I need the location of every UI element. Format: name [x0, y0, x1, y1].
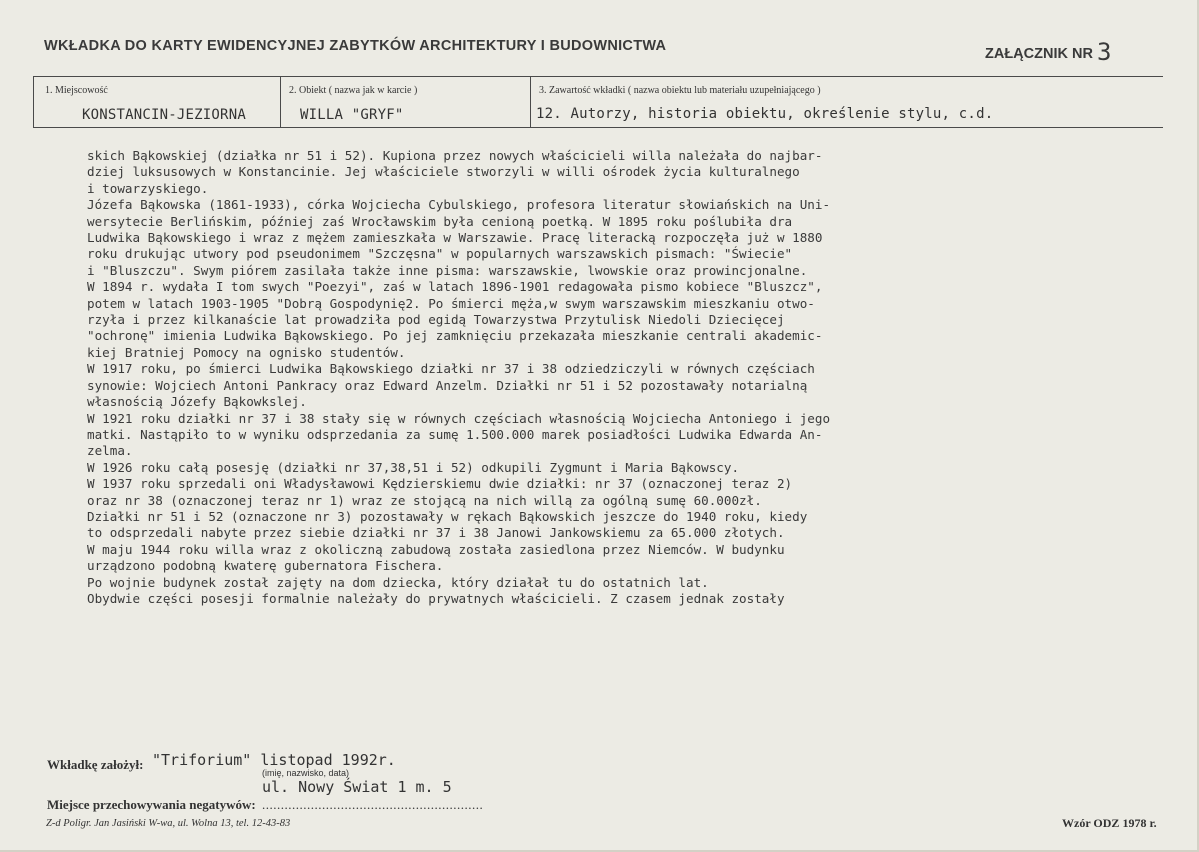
text-line: Ludwika Bąkowskiego i wraz z mężem zamieszkała w Warszawie. Pracę literacką rozpoczęła już w 1880: [87, 230, 823, 246]
text-line: Obydwie części posesji formalnie należały do prywatnych właścicieli. Z czasem jednak zostały: [87, 590, 785, 606]
annex-number: 3: [1096, 38, 1112, 66]
table-bottom-border: [33, 127, 1163, 128]
text-line: zelma.: [87, 443, 133, 459]
text-line: W 1937 roku sprzedali oni Władysławowi Kędzierskiemu dwie działki: nr 37 (oznaczonej teraz 2): [87, 476, 793, 492]
text-line: W 1926 roku całą posesję (działki nr 37,38,51 i 52) odkupili Zygmunt i Maria Bąkowscy.: [87, 459, 740, 475]
card-title: WKŁADKA DO KARTY EWIDENCYJNEJ ZABYTKÓW ARCHITEKTURY I BUDOWNICTWA: [44, 38, 667, 54]
object-value: WILLA "GRYF": [300, 107, 404, 123]
annex-label-text: ZAŁĄCZNIK NR: [985, 46, 1093, 62]
table-top-border: [33, 76, 1163, 77]
annex-label: [985, 36, 1111, 64]
text-line: wersytecie Berlińskim, później zaś Wrocławskim była cenioną poetką. W 1895 roku poślubiła dra: [87, 213, 793, 229]
text-line: skich Bąkowskiej (działka nr 51 i 52). Kupiona przez nowych właścicieli willa należała do najbar-: [87, 148, 823, 163]
text-line: Józefa Bąkowska (1861-1933), córka Wojciecha Cybulskiego, profesora literatur słowiańskich na Uni-: [87, 197, 831, 213]
text-line: potem w latach 1903-1905 "Dobrą Gospodynię2. Po śmierci męża,w swym warszawskim mieszkaniu otwo-: [87, 295, 815, 311]
locality-label: 1. Miejscowość: [45, 85, 108, 96]
text-line: matki. Nastąpiło to w wyniku odsprzedania za sumę 1.500.000 marek posiadłości Ludwika Edwarda An-: [87, 426, 823, 442]
negatives-field: ...........................................................: [262, 797, 484, 812]
text-line: roku drukując utwory pod pseudonimem "Szczęsna" w popularnych warszawskich pismach: "Świecie": [87, 246, 793, 262]
text-line: to odsprzedali nabyte przez siebie działki nr 37 i 38 Janowi Jankowskiemu za 65.000 złotych.: [87, 525, 785, 541]
text-line: Po wojnie budynek został zajęty na dom dziecka, który działał tu do ostatnich lat.: [87, 574, 709, 590]
text-line: oraz nr 38 (oznaczonej teraz nr 1) wraz ze stojącą na nich willą za ogólną sumę 60.000zł.: [87, 492, 762, 508]
printer-imprint: Z-d Poligr. Jan Jasiński W-wa, ul. Wolna 13, tel. 12-43-83: [46, 818, 291, 829]
object-label: 2. Obiekt ( nazwa jak w karcie ): [289, 85, 418, 96]
text-line: rzyła i przez kilkanaście lat prowadziła pod egidą Towarzystwa Przytulisk Niedoli Dziecięcej: [87, 312, 785, 328]
text-line: W 1917 roku, po śmierci Ludwika Bąkowskiego działki nr 37 i 38 odziedziczyli w równych częściach: [87, 361, 815, 377]
text-line: W maju 1944 roku willa wraz z okoliczną zabudową została zasiedlona przez Niemców. W budynku: [87, 541, 785, 557]
negatives-label: Miejsce przechowywania negatywów:: [47, 797, 256, 812]
text-line: W 1894 r. wydała I tom swych "Poezyi", zaś w latach 1896-1901 redagowała pismo kobiece "Bluszcz",: [87, 279, 823, 295]
text-line: dziej luksusowych w Konstancinie. Jej właściciele stworzyli w willi ośrodek życia kulturalnego: [87, 164, 800, 180]
created-by-value: "Triforium" listopad 1992r.: [152, 751, 396, 769]
created-by-hint: (imię, nazwisko, data): [262, 768, 350, 778]
address: ul. Nowy Świat 1 m. 5: [262, 778, 452, 796]
locality-value: KONSTANCIN-JEZIORNA: [82, 107, 246, 123]
text-line: urządzono podobną kwaterę gubernatora Fischera.: [87, 558, 444, 574]
text-line: W 1921 roku działki nr 37 i 38 stały się w równych częściach własnością Wojciecha Antoniego i jego: [87, 410, 831, 426]
table-left-border: [33, 76, 34, 127]
content-value: 12. Autorzy, historia obiektu, określenie stylu, c.d.: [536, 106, 994, 122]
text-line: i towarzyskiego.: [87, 180, 209, 196]
text-line: "ochronę" imienia Ludwika Bąkowskiego. Po jej zamknięciu przekazała mieszkanie centrali akademic-: [87, 328, 823, 344]
form-pattern: Wzór ODZ 1978 r.: [1062, 816, 1157, 830]
table-divider-2: [530, 76, 531, 127]
text-line: własnością Józefy Bąkowkslej.: [87, 394, 307, 410]
text-line: Działki nr 51 i 52 (oznaczone nr 3) pozostawały w rękach Bąkowskich jeszcze do 1940 roku, kiedy: [87, 508, 808, 524]
text-line: i "Bluszczu". Swym piórem zasilała także inne pisma: warszawskie, lwowskie oraz prowincjonalne.: [87, 262, 808, 278]
text-line: synowie: Wojciech Antoni Pankracy oraz Edward Anzelm. Działki nr 51 i 52 pozostawały notarialną: [87, 377, 808, 393]
history-text: [87, 148, 1107, 607]
text-line: kiej Bratniej Pomocy na ognisko studentów.: [87, 344, 406, 360]
table-divider-1: [280, 76, 281, 127]
created-by-label: Wkładkę założył:: [47, 757, 144, 772]
content-label: 3. Zawartość wkładki ( nazwa obiektu lub materiału uzupełniającego ): [539, 85, 821, 96]
